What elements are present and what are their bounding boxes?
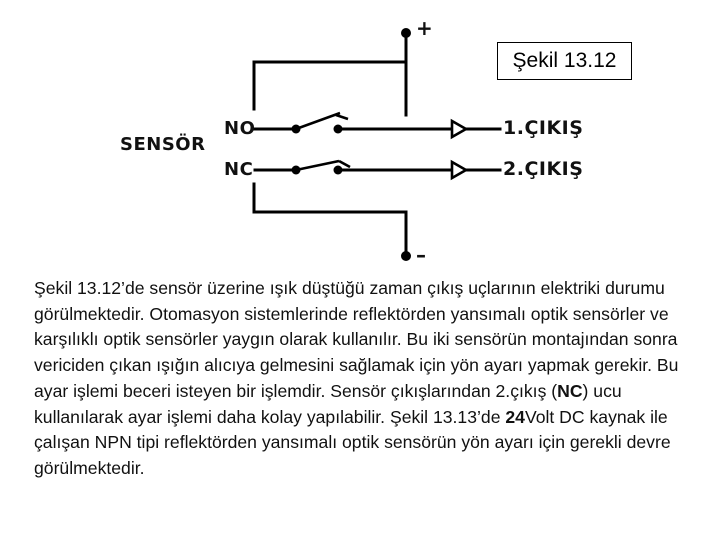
output1-label: 1.ÇIKIŞ (503, 117, 584, 139)
paragraph-part3: Volt DC kaynak ile çalışan NPN tipi reflektörden yansımalı optik sensörün yön ayarı için gerekli devre görülmektedir. (34, 406, 671, 478)
no-contact-left (292, 125, 301, 134)
body-paragraph (34, 276, 694, 482)
output2-arrow (452, 162, 466, 178)
figure-caption: Şekil 13.12 (512, 49, 617, 72)
output2-label: 2.ÇIKIŞ (503, 158, 584, 180)
paragraph-part2: ) ucu kullanılarak ayar işlemi daha kolay yapılabilir. Şekil 13.13’de (34, 380, 622, 427)
nc-label: NC (224, 159, 254, 180)
nc-switch-blade (296, 161, 339, 170)
positive-terminal-dot (401, 28, 411, 38)
plus-label: + (416, 16, 434, 40)
nc-switch-tip (339, 161, 350, 167)
paragraph-nc-bold: NC (557, 380, 583, 401)
nc-contact-right (334, 166, 343, 175)
negative-terminal-dot (401, 251, 411, 261)
paragraph-volt-bold: 24 (505, 406, 525, 427)
paragraph-part1: Şekil 13.12’de sensör üzerine ışık düştüğü zaman çıkış uçlarının elektriki durumu görülmektedir. Otomasyon sistemlerinde reflektörden yansımalı optik sensörler ve karşılıklı optik sensörler yaygın olarak kullanılır. Bu iki sensörün montajından sonra vericiden çıkan ışığın alıcıya gelmesini sağlamak için yön ayarı yapmak gerekir. Bu ayar işlemi beceri isteyen bir işlemdir. Sensör çıkışlarından 2.çıkış ( (34, 278, 679, 401)
figure-caption-box (497, 42, 632, 80)
nc-contact-left (292, 166, 301, 175)
no-contact-right (334, 125, 343, 134)
no-switch-tip (336, 115, 348, 119)
output1-arrow (452, 121, 466, 137)
minus-label: – (416, 243, 427, 267)
no-switch-blade (296, 113, 340, 129)
sensor-label: SENSÖR (120, 134, 206, 155)
no-label: NO (224, 118, 256, 139)
